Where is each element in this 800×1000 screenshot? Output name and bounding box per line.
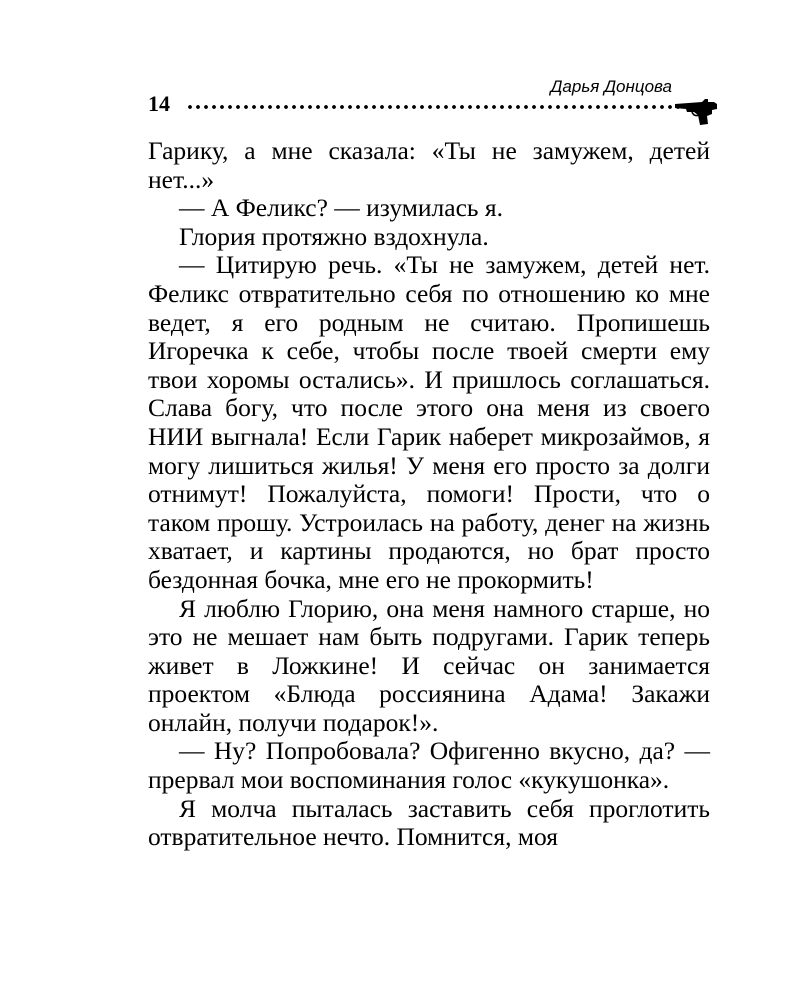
author-name: Дарья Донцова xyxy=(550,77,672,96)
running-header xyxy=(148,76,716,126)
paragraph: — Ну? Попробовала? Офигенно вкусно, да? — прервал мои воспоминания голос «кукушонка». xyxy=(148,736,710,795)
paragraph: — Цитирую речь. «Ты не замужем, детей нет. Феликс отвратительно себя по отношению ко мне ведет, я его родным не считаю. Пропишешь Игоречка к себе, чтобы после твоей смерти ему твои хоромы остались». И пришлось соглашаться. Слава богу, что после этого она меня из своего НИИ выгнала! Если Гарик наберет микрозаймов, я могу лишиться жилья! У меня его просто за долги отнимут! Пожалуйста, помоги! Прости, что о таком прошу. Устроилась на работу, денег на жизнь хватает, и картины продаются, но брат просто бездонная бочка, мне его не прокормить! xyxy=(148,250,710,594)
pistol-icon xyxy=(674,96,718,126)
dotted-leader xyxy=(186,105,680,109)
paragraph: Я люблю Глорию, она меня намного старше, но это не мешает нам быть подругами. Гарик теперь живет в Ложкине! И сейчас он занимается проектом «Блюда россиянина Адама! Закажи онлайн, получи подарок!». xyxy=(148,593,710,737)
paragraph: Я молча пыталась заставить себя проглотить отвратительное нечто. Помнится, моя xyxy=(148,793,710,852)
paragraph: — А Феликс? — изумилась я. xyxy=(179,193,503,223)
page-number: 14 xyxy=(148,91,170,116)
paragraph: Глория протяжно вздохнула. xyxy=(179,221,489,251)
paragraph: Гарику, а мне сказала: «Ты не замужем, детей нет...» xyxy=(148,136,710,194)
body-text xyxy=(148,137,710,852)
